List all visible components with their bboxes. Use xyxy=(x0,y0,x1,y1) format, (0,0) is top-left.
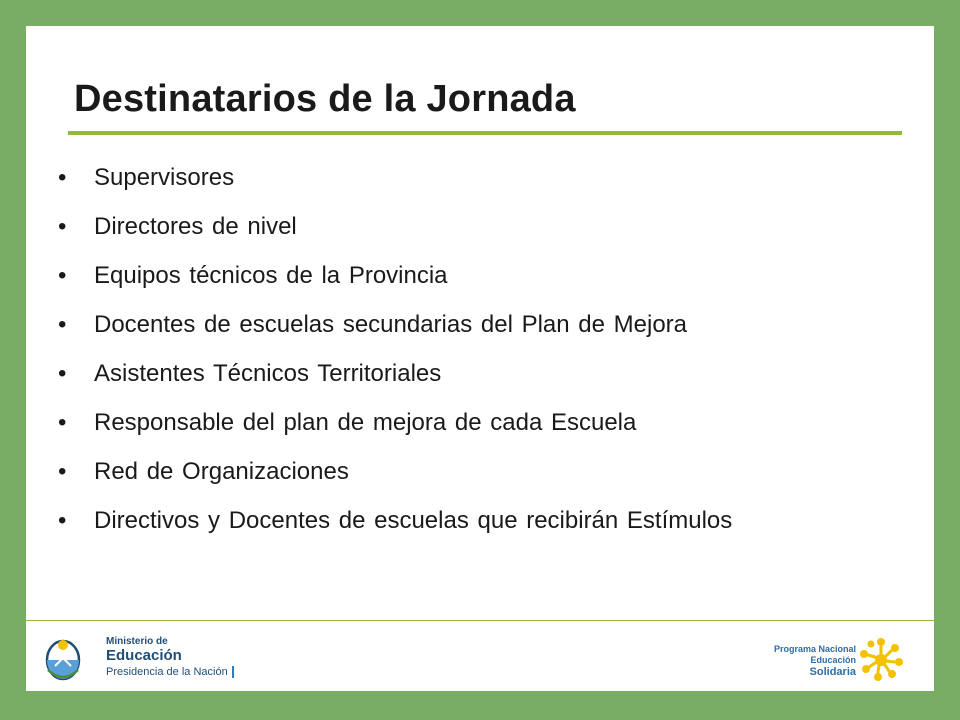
program-logo-line2: Educación xyxy=(810,655,856,665)
bullet-marker: • xyxy=(58,507,67,534)
bullet-item xyxy=(56,458,906,486)
bullet-text: Red de Organizaciones xyxy=(94,458,349,485)
bullet-text: Docentes de escuelas secundarias del Plan de Mejora xyxy=(94,311,688,338)
slide xyxy=(26,26,934,691)
sun-people-icon xyxy=(858,636,904,682)
bullet-marker: • xyxy=(58,458,67,485)
ministry-logo-line2: Educación xyxy=(106,647,182,664)
bullet-list xyxy=(56,164,906,556)
bullet-item xyxy=(56,164,906,192)
bullet-marker: • xyxy=(58,409,67,436)
ministry-logo-line3: Presidencia de la Nación xyxy=(106,666,234,678)
bullet-marker: • xyxy=(58,360,67,387)
bullet-text: Equipos técnicos de la Provincia xyxy=(94,262,448,289)
bullet-marker: • xyxy=(58,213,67,240)
slide-title: Destinatarios de la Jornada xyxy=(74,78,576,120)
bullet-item xyxy=(56,311,906,339)
bullet-text: Supervisores xyxy=(94,164,235,191)
bullet-item xyxy=(56,409,906,437)
bullet-item xyxy=(56,507,906,535)
program-logo-line1: Programa Nacional xyxy=(773,644,856,654)
bullet-item xyxy=(56,360,906,388)
bullet-item xyxy=(56,213,906,241)
program-logo-line3: Solidaria xyxy=(809,666,856,678)
program-logo xyxy=(773,634,934,684)
bullet-text: Responsable del plan de mejora de cada Escuela xyxy=(94,409,637,436)
bullet-marker: • xyxy=(58,164,67,191)
argentina-seal-icon xyxy=(44,636,82,682)
bullet-item xyxy=(56,262,906,290)
ministry-logo xyxy=(44,634,244,684)
ministry-logo-line1: Ministerio de xyxy=(106,636,168,647)
bullet-marker: • xyxy=(58,262,67,289)
footer-divider xyxy=(26,620,934,621)
bullet-text: Directores de nivel xyxy=(94,213,297,240)
bullet-text: Directivos y Docentes de escuelas que recibirán Estímulos xyxy=(94,507,733,534)
bullet-text: Asistentes Técnicos Territoriales xyxy=(94,360,442,387)
bullet-marker: • xyxy=(58,311,67,338)
title-underline xyxy=(68,131,902,135)
